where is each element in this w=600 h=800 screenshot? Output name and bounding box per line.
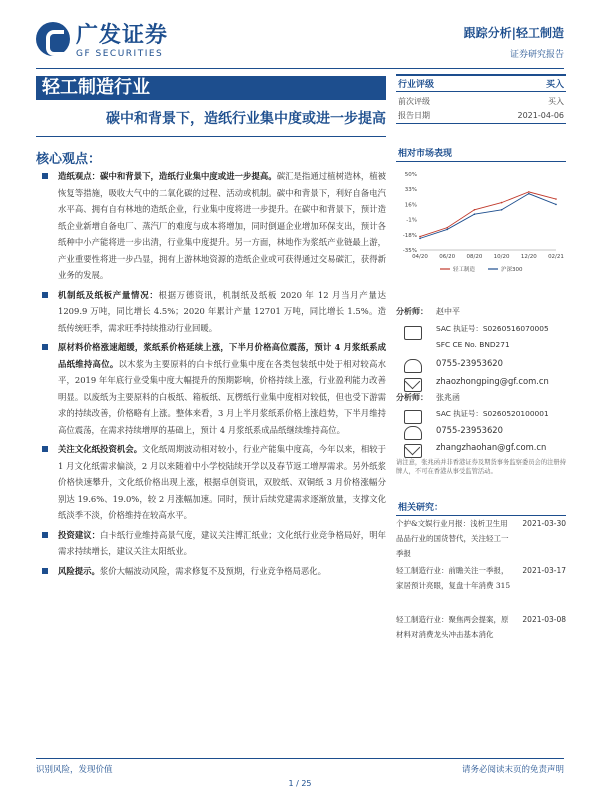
related-item[interactable] xyxy=(396,563,566,593)
phone-icon xyxy=(404,359,422,373)
data-point xyxy=(501,202,503,204)
x-tick-label: 02/21 xyxy=(548,254,564,260)
rating-label: 行业评级 xyxy=(398,80,435,90)
bullet-bold: 造纸观点：碳中和背景下，造纸行业集中度或进一步提高。 xyxy=(58,171,277,181)
legend-label: 轻工制造 xyxy=(453,267,476,273)
y-tick-label: -1% xyxy=(406,217,417,224)
market-header: 相对市场表现 xyxy=(396,144,566,162)
bullet-item xyxy=(40,168,386,284)
bullet-item xyxy=(40,527,386,560)
analyst-name: 张兆函 xyxy=(436,393,460,402)
bullet-text: 白卡纸行业维持高景气度，建议关注博汇纸业；文化纸行业竞争格局好，明年需求持续增长，建议关注太阳纸业。 xyxy=(58,529,387,556)
related-title[interactable]: 个护&文娱行业月报：浅析卫生用品品行业的国货替代，关注轻工一季报 xyxy=(396,519,509,558)
legend-label: 沪深300 xyxy=(501,267,523,273)
data-point xyxy=(419,238,421,240)
x-tick-label: 08/20 xyxy=(466,254,483,260)
bullet-item xyxy=(40,339,386,438)
bullet-item xyxy=(40,563,386,580)
analyst-block-1 xyxy=(396,306,566,396)
phone-icon xyxy=(404,426,422,440)
report-date-row xyxy=(396,108,566,124)
y-tick-label: 50% xyxy=(404,172,417,178)
prev-rating-value: 买入 xyxy=(548,96,564,106)
gf-logo-icon xyxy=(36,22,70,56)
related-item[interactable] xyxy=(396,516,566,561)
bullet-text: 碳汇是指通过植树造林，植被恢复等措施，吸收大气中的二氧化碳的过程、活动或机制。碳中和背景下，利好自备电汽水平高、拥有自有林地的造纸企业，行业集中度将进一步提升。在碳中和背景下，预计造纸企业新增自备电厂、蒸汽厂的难度与成本将增加，同时倒逼企业增加环保支出，预计各纸种中小产能将进一步出清，行业集中度提升。另一方面，林地作为浆纸产业链最上游，产业重要性将进一步凸显，拥有上游林地资源的造纸企业或可获得通过交易碳汇，获得新业务的发展。 xyxy=(58,171,387,280)
logo-cn-text: 广发证券 xyxy=(76,23,169,48)
x-tick-label: 10/20 xyxy=(493,254,510,260)
x-tick-label: 06/20 xyxy=(439,254,456,260)
rating-header xyxy=(396,74,566,92)
prev-rating-row xyxy=(396,93,566,109)
data-point xyxy=(446,229,448,231)
series-line-index xyxy=(420,194,556,239)
mail-icon xyxy=(404,444,422,458)
bullet-text: 根据万德资讯，机制纸及纸板 2020 年 12 月当月产量达 1209.9 万吨，同比增长 4.5%；2020 年累计产量 12701 万吨，同比增长 1.5%。造纸传统旺季，需求旺季持续推动行业回暖。 xyxy=(58,289,387,333)
data-point xyxy=(446,227,448,229)
series-line-industry xyxy=(420,192,556,237)
related-title[interactable]: 轻工制造行业：前瞻关注一季报，家居预计亮眼，复盘十年消费 315 xyxy=(396,566,511,590)
analyst-label: 分析师： xyxy=(396,307,428,316)
analyst-label: 分析师： xyxy=(396,393,428,402)
footer-divider xyxy=(36,758,564,759)
data-point xyxy=(501,209,503,211)
analyst-name: 赵中平 xyxy=(436,307,460,316)
page-header xyxy=(0,0,600,70)
related-date: 2021-03-30 xyxy=(522,519,566,528)
logo-en-text: GF SECURITIES xyxy=(76,49,164,59)
bullet-bold: 关注文化纸投资机会。 xyxy=(58,444,143,454)
analyst-sac: SAC 执证号：S0260520100001 xyxy=(436,409,549,418)
analyst-tel: 0755-23953620 xyxy=(436,425,503,435)
bullet-list xyxy=(40,168,386,582)
id-card-icon xyxy=(404,326,422,340)
bullet-bold: 风险提示。 xyxy=(58,565,100,576)
data-point xyxy=(419,236,421,238)
report-sub: 证券研究报告 xyxy=(509,50,564,60)
bullet-bold: 机制纸及纸板产量情况： xyxy=(58,289,159,300)
analyst-note: 请注意，张兆函并非香港证券及期货事务监察委员会的注册持牌人，不可在香港从事受监管活动。 xyxy=(396,459,567,475)
related-item[interactable] xyxy=(396,612,566,642)
analyst-tel: 0755-23953620 xyxy=(436,358,503,368)
data-point xyxy=(474,213,476,215)
analyst-email[interactable]: zhaozhongping@gf.com.cn xyxy=(436,376,549,386)
bullet-bold: 原材料价格涨速超缓，浆纸系价格延续上涨，下半月价格高位震荡，预计 4 月浆纸系成品纸维持高位。 xyxy=(58,342,386,369)
bullet-item xyxy=(40,287,386,337)
report-date-label: 报告日期 xyxy=(398,111,430,120)
analyst-sac: SAC 执证号：S0260516070005 xyxy=(436,324,549,333)
bullet-text: 浆价大幅波动风险，需求修复不及预期，行业竞争格局恶化。 xyxy=(99,565,326,576)
x-tick-label: 12/20 xyxy=(520,254,537,260)
rating-value: 买入 xyxy=(545,80,564,90)
mail-icon xyxy=(404,378,422,392)
data-point xyxy=(555,198,557,200)
bullet-item xyxy=(40,441,386,524)
y-tick-label: -35% xyxy=(402,248,417,254)
data-point xyxy=(528,191,530,193)
data-point xyxy=(528,193,530,195)
footer-slogan: 识别风险，发现价值 xyxy=(36,765,113,775)
id-card-icon xyxy=(404,410,422,424)
x-tick-label: 04/20 xyxy=(412,254,428,260)
market-chart-svg xyxy=(396,166,566,276)
page-subtitle: 碳中和背景下，造纸行业集中度或进一步提高 xyxy=(106,111,386,127)
footer-disclaimer: 请务必阅读末页的免责声明 xyxy=(461,765,564,775)
core-view-label: 核心观点： xyxy=(36,152,102,167)
analyst-email[interactable]: zhangzhaohan@gf.com.cn xyxy=(436,442,547,452)
related-date: 2021-03-17 xyxy=(522,566,566,575)
related-header: 相关研究： xyxy=(396,498,566,516)
header-divider xyxy=(36,68,564,69)
data-point xyxy=(474,209,476,211)
analyst-sfc: SFC CE No. BND271 xyxy=(436,340,510,349)
data-point xyxy=(555,204,557,206)
bullet-text: 文化纸周期波动相对较小，行业产能集中度高，今年以来，相较于 1 月文化纸需求偏淡，2 月以来随着中小学校陆续开学以及春节返工增厚需求。另外纸浆价格快速攀升，文化纸价格出现上涨，根据卓创资讯，双胶纸、双铜纸 3 月价格涨幅分别达 19.6%、19.0%，较 2 月涨幅加速。同时，预计后续党建需求逐渐放量，支撑文化纸淡季不淡，价格维持在较高水平。 xyxy=(58,444,387,520)
page-number: 1 / 25 xyxy=(288,779,312,788)
title-divider xyxy=(36,136,386,137)
analyst-block-2 xyxy=(396,392,566,458)
bullet-text: 以木浆为主要原料的白卡纸行业集中度在各类包装纸中处于相对较高水平，2019 年年底行业受集中度大幅提升的预期影响，价格持续上涨，行业盈利能力改善明显。以废纸为主要原料的白板纸、箱板纸、瓦楞纸行业集中度相对较低，但也受下游需求的持续改善，价格略有上涨。整体来看，3 月上半月浆纸系价格上涨趋势，下半月维持高位震荡，在需求持续增厚的基础上，预计 4 月浆纸系成品纸继续维持高位。 xyxy=(58,358,387,435)
bullet-bold: 投资建议： xyxy=(58,529,101,540)
prev-rating-label: 前次评级 xyxy=(398,96,430,106)
y-tick-label: -18% xyxy=(402,232,417,239)
related-date: 2021-03-08 xyxy=(522,615,566,624)
report-date-value: 2021-04-06 xyxy=(517,111,564,120)
related-title[interactable]: 轻工制造行业：聚焦两会提案，原材料对消费龙头冲击基本消化 xyxy=(396,615,509,639)
page-title: 轻工制造行业 xyxy=(36,76,386,100)
y-tick-label: 16% xyxy=(404,202,417,209)
company-logo xyxy=(36,18,168,59)
report-type: 跟踪分析|轻工制造 xyxy=(463,26,564,40)
y-tick-label: 33% xyxy=(404,187,417,194)
market-chart xyxy=(396,166,566,276)
